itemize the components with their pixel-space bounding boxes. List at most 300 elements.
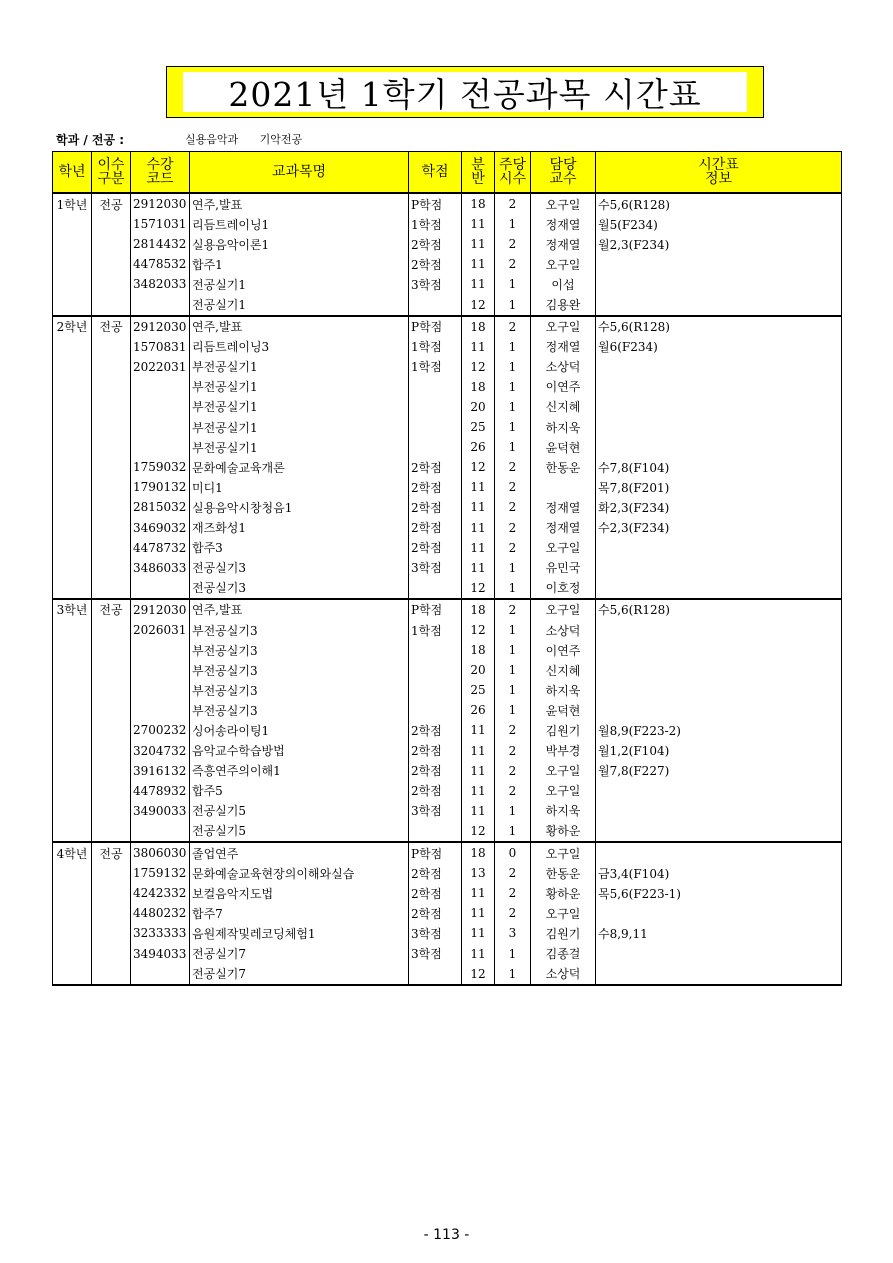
section-cell: 11: [462, 558, 495, 578]
hours-cell: 1: [495, 214, 531, 234]
code-cell: 3490033: [131, 801, 190, 821]
code-cell: 1790132: [131, 477, 190, 497]
hours-cell: 1: [495, 437, 531, 457]
time-cell: [596, 254, 842, 274]
type-cell: [92, 437, 131, 457]
year-cell: [53, 477, 92, 497]
type-cell: 전공: [92, 316, 131, 337]
code-cell: [131, 417, 190, 437]
credit-cell: 3학점: [409, 274, 462, 294]
year-cell: [53, 457, 92, 477]
header-time-info: 시간표 정보: [596, 152, 842, 194]
table-row: [53, 457, 842, 477]
section-cell: 18: [462, 599, 495, 620]
hours-cell: 1: [495, 943, 531, 963]
type-cell: 전공: [92, 599, 131, 620]
code-cell: 4478732: [131, 538, 190, 558]
credit-cell: 2학점: [409, 477, 462, 497]
credit-cell: 2학점: [409, 903, 462, 923]
professor-cell: 소상덕: [531, 357, 596, 377]
course-name-cell: 전공실기7: [190, 943, 409, 963]
credit-cell: 2학점: [409, 720, 462, 740]
code-cell: 2912030: [131, 599, 190, 620]
hours-cell: 1: [495, 417, 531, 437]
type-cell: 전공: [92, 193, 131, 214]
course-name-cell: 부전공실기3: [190, 620, 409, 640]
header-year: 학년: [53, 152, 92, 194]
professor-cell: 하지욱: [531, 680, 596, 700]
code-cell: 2026031: [131, 620, 190, 640]
hours-cell: 2: [495, 316, 531, 337]
professor-cell: 김원기: [531, 923, 596, 943]
course-name-cell: 합주3: [190, 538, 409, 558]
year-cell: [53, 620, 92, 640]
hours-cell: 2: [495, 457, 531, 477]
hours-cell: 1: [495, 337, 531, 357]
year-cell: [53, 234, 92, 254]
time-cell: [596, 964, 842, 985]
year-cell: [53, 337, 92, 357]
section-cell: 26: [462, 700, 495, 720]
time-cell: [596, 620, 842, 640]
table-row: [53, 599, 842, 620]
time-cell: [596, 578, 842, 599]
table-row: [53, 923, 842, 943]
year-cell: [53, 397, 92, 417]
course-name-cell: 음원제작및레코딩체험1: [190, 923, 409, 943]
year-cell: [53, 700, 92, 720]
professor-cell: 김원기: [531, 720, 596, 740]
time-cell: [596, 274, 842, 294]
code-cell: [131, 377, 190, 397]
credit-cell: 2학점: [409, 497, 462, 517]
type-cell: [92, 234, 131, 254]
time-cell: 월5(F234): [596, 214, 842, 234]
section-cell: 12: [462, 578, 495, 599]
credit-cell: 2학점: [409, 457, 462, 477]
course-name-cell: 부전공실기1: [190, 377, 409, 397]
section-cell: 11: [462, 337, 495, 357]
hours-cell: 2: [495, 497, 531, 517]
professor-cell: 정재열: [531, 497, 596, 517]
table-row: [53, 801, 842, 821]
credit-cell: 2학점: [409, 538, 462, 558]
section-cell: 11: [462, 497, 495, 517]
table-row: [53, 640, 842, 660]
section-cell: 26: [462, 437, 495, 457]
table-row: [53, 842, 842, 863]
time-cell: [596, 842, 842, 863]
type-cell: [92, 457, 131, 477]
credit-cell: P학점: [409, 316, 462, 337]
professor-cell: 이호정: [531, 578, 596, 599]
table-row: [53, 254, 842, 274]
table-row: [53, 518, 842, 538]
code-cell: 1759132: [131, 863, 190, 883]
course-name-cell: 연주,발표: [190, 193, 409, 214]
credit-cell: P학점: [409, 193, 462, 214]
page-number: - 113 -: [423, 1227, 470, 1243]
table-row: [53, 863, 842, 883]
section-cell: 25: [462, 417, 495, 437]
course-name-cell: 전공실기5: [190, 821, 409, 842]
table-row: [53, 274, 842, 294]
course-name-cell: 전공실기3: [190, 578, 409, 599]
page-title: 2021년 1학기 전공과목 시간표: [183, 72, 747, 112]
course-name-cell: 합주7: [190, 903, 409, 923]
time-cell: [596, 680, 842, 700]
course-name-cell: 보컬음악지도법: [190, 883, 409, 903]
hours-cell: 1: [495, 620, 531, 640]
type-cell: [92, 821, 131, 842]
course-name-cell: 리듬트레이닝1: [190, 214, 409, 234]
credit-cell: [409, 437, 462, 457]
credit-cell: 1학점: [409, 357, 462, 377]
type-cell: [92, 417, 131, 437]
time-cell: [596, 377, 842, 397]
time-cell: [596, 417, 842, 437]
year-cell: [53, 640, 92, 660]
time-cell: [596, 640, 842, 660]
type-cell: [92, 720, 131, 740]
time-cell: [596, 558, 842, 578]
table-row: [53, 477, 842, 497]
section-cell: 18: [462, 640, 495, 660]
code-cell: 3916132: [131, 761, 190, 781]
professor-cell: 이섭: [531, 274, 596, 294]
professor-cell: 신지혜: [531, 397, 596, 417]
code-cell: 1570831: [131, 337, 190, 357]
section-cell: 18: [462, 193, 495, 214]
type-cell: [92, 620, 131, 640]
type-cell: [92, 863, 131, 883]
code-cell: 4478532: [131, 254, 190, 274]
professor-cell: 오구일: [531, 254, 596, 274]
type-cell: [92, 700, 131, 720]
hours-cell: 2: [495, 538, 531, 558]
type-cell: [92, 781, 131, 801]
code-cell: 1571031: [131, 214, 190, 234]
time-cell: [596, 538, 842, 558]
section-cell: 20: [462, 397, 495, 417]
table-row: [53, 397, 842, 417]
section-cell: 12: [462, 821, 495, 842]
hours-cell: 1: [495, 558, 531, 578]
time-cell: [596, 821, 842, 842]
section-cell: 11: [462, 761, 495, 781]
type-cell: [92, 660, 131, 680]
year-cell: [53, 294, 92, 315]
year-cell: [53, 578, 92, 599]
hours-cell: 1: [495, 801, 531, 821]
year-cell: [53, 964, 92, 985]
professor-cell: 오구일: [531, 316, 596, 337]
code-cell: [131, 397, 190, 417]
hours-cell: 1: [495, 821, 531, 842]
title-banner: [166, 66, 764, 118]
hours-cell: 1: [495, 700, 531, 720]
time-cell: [596, 943, 842, 963]
professor-cell: 황하운: [531, 883, 596, 903]
course-name-cell: 합주5: [190, 781, 409, 801]
time-cell: [596, 397, 842, 417]
table-row: [53, 620, 842, 640]
time-cell: 수5,6(R128): [596, 316, 842, 337]
table-row: [53, 538, 842, 558]
section-cell: 18: [462, 316, 495, 337]
time-cell: 월2,3(F234): [596, 234, 842, 254]
type-cell: [92, 943, 131, 963]
credit-cell: 2학점: [409, 781, 462, 801]
type-cell: [92, 254, 131, 274]
year-cell: [53, 214, 92, 234]
professor-cell: 김종걸: [531, 943, 596, 963]
section-cell: 11: [462, 214, 495, 234]
year-cell: [53, 863, 92, 883]
section-cell: 18: [462, 842, 495, 863]
dept-label: 학과 / 전공 :: [56, 133, 125, 147]
table-row: [53, 497, 842, 517]
credit-cell: 1학점: [409, 214, 462, 234]
table-row: [53, 417, 842, 437]
time-cell: [596, 357, 842, 377]
year-cell: [53, 801, 92, 821]
time-cell: 수7,8(F104): [596, 457, 842, 477]
course-name-cell: 부전공실기3: [190, 680, 409, 700]
professor-cell: 오구일: [531, 761, 596, 781]
section-cell: 12: [462, 457, 495, 477]
time-cell: 수5,6(R128): [596, 193, 842, 214]
hours-cell: 2: [495, 720, 531, 740]
time-cell: 화2,3(F234): [596, 497, 842, 517]
time-cell: 월6(F234): [596, 337, 842, 357]
course-name-cell: 합주1: [190, 254, 409, 274]
hours-cell: 2: [495, 883, 531, 903]
header-row: [53, 152, 842, 194]
section-cell: 20: [462, 660, 495, 680]
course-name-cell: 즉흥연주의이해1: [190, 761, 409, 781]
course-name-cell: 재즈화성1: [190, 518, 409, 538]
hours-cell: 2: [495, 741, 531, 761]
course-name-cell: 부전공실기1: [190, 397, 409, 417]
year-cell: [53, 518, 92, 538]
header-code: 수강 코드: [131, 152, 190, 194]
section-cell: 18: [462, 377, 495, 397]
year-cell: [53, 741, 92, 761]
professor-cell: 정재열: [531, 337, 596, 357]
professor-cell: 박부경: [531, 741, 596, 761]
type-cell: [92, 964, 131, 985]
table-row: [53, 294, 842, 315]
type-cell: [92, 497, 131, 517]
hours-cell: 2: [495, 254, 531, 274]
year-cell: [53, 660, 92, 680]
table-row: [53, 964, 842, 985]
professor-cell: 한동운: [531, 863, 596, 883]
table-row: [53, 761, 842, 781]
credit-cell: [409, 680, 462, 700]
type-cell: [92, 294, 131, 315]
time-cell: 월8,9(F223-2): [596, 720, 842, 740]
header-credit: 학점: [409, 152, 462, 194]
year-cell: [53, 883, 92, 903]
code-cell: 3482033: [131, 274, 190, 294]
year-cell: [53, 254, 92, 274]
year-cell: [53, 903, 92, 923]
type-cell: [92, 883, 131, 903]
header-type: 이수 구분: [92, 152, 131, 194]
course-name-cell: 부전공실기1: [190, 437, 409, 457]
credit-cell: 3학점: [409, 558, 462, 578]
professor-cell: 유민국: [531, 558, 596, 578]
credit-cell: [409, 821, 462, 842]
hours-cell: 1: [495, 964, 531, 985]
code-cell: 2912030: [131, 316, 190, 337]
hours-cell: 2: [495, 599, 531, 620]
credit-cell: 2학점: [409, 863, 462, 883]
section-cell: 11: [462, 234, 495, 254]
table-row: [53, 214, 842, 234]
year-cell: [53, 274, 92, 294]
credit-cell: P학점: [409, 842, 462, 863]
time-cell: [596, 660, 842, 680]
professor-cell: 오구일: [531, 599, 596, 620]
time-cell: [596, 294, 842, 315]
section-cell: 12: [462, 620, 495, 640]
section-cell: 11: [462, 903, 495, 923]
timetable: [52, 151, 842, 986]
time-cell: [596, 781, 842, 801]
credit-cell: [409, 964, 462, 985]
professor-cell: 오구일: [531, 903, 596, 923]
section-cell: 13: [462, 863, 495, 883]
professor-cell: 소상덕: [531, 964, 596, 985]
time-cell: [596, 801, 842, 821]
table-row: [53, 558, 842, 578]
table-row: [53, 578, 842, 599]
professor-cell: 김용완: [531, 294, 596, 315]
table-row: [53, 700, 842, 720]
year-cell: [53, 821, 92, 842]
credit-cell: 1학점: [409, 620, 462, 640]
code-cell: [131, 640, 190, 660]
code-cell: 4478932: [131, 781, 190, 801]
professor-cell: 오구일: [531, 193, 596, 214]
table-row: [53, 337, 842, 357]
year-cell: [53, 720, 92, 740]
type-cell: [92, 357, 131, 377]
professor-cell: 소상덕: [531, 620, 596, 640]
professor-cell: 오구일: [531, 781, 596, 801]
time-cell: 수8,9,11: [596, 923, 842, 943]
professor-cell: [531, 477, 596, 497]
hours-cell: 1: [495, 397, 531, 417]
table-row: [53, 943, 842, 963]
table-row: [53, 741, 842, 761]
year-cell: [53, 377, 92, 397]
code-cell: [131, 660, 190, 680]
type-cell: [92, 337, 131, 357]
time-cell: 수2,3(F234): [596, 518, 842, 538]
course-name-cell: 문화예술교육개론: [190, 457, 409, 477]
time-cell: 월7,8(F227): [596, 761, 842, 781]
type-cell: [92, 761, 131, 781]
credit-cell: 1학점: [409, 337, 462, 357]
year-cell: 2학년: [53, 316, 92, 337]
code-cell: 3494033: [131, 943, 190, 963]
course-name-cell: 졸업연주: [190, 842, 409, 863]
header-course-name: 교과목명: [190, 152, 409, 194]
hours-cell: 1: [495, 294, 531, 315]
course-name-cell: 부전공실기3: [190, 660, 409, 680]
code-cell: [131, 680, 190, 700]
code-cell: 4480232: [131, 903, 190, 923]
table-row: [53, 781, 842, 801]
time-cell: 목5,6(F223-1): [596, 883, 842, 903]
year-cell: [53, 680, 92, 700]
hours-cell: 3: [495, 923, 531, 943]
table-row: [53, 680, 842, 700]
section-cell: 11: [462, 477, 495, 497]
year-cell: [53, 558, 92, 578]
hours-cell: 2: [495, 234, 531, 254]
year-cell: [53, 417, 92, 437]
type-cell: [92, 377, 131, 397]
code-cell: 3469032: [131, 518, 190, 538]
hours-cell: 2: [495, 477, 531, 497]
credit-cell: [409, 700, 462, 720]
credit-cell: 3학점: [409, 801, 462, 821]
course-name-cell: 연주,발표: [190, 599, 409, 620]
credit-cell: [409, 294, 462, 315]
table-row: [53, 377, 842, 397]
hours-cell: 1: [495, 578, 531, 599]
course-name-cell: 부전공실기3: [190, 640, 409, 660]
credit-cell: 2학점: [409, 254, 462, 274]
section-cell: 12: [462, 294, 495, 315]
type-cell: 전공: [92, 842, 131, 863]
year-cell: [53, 538, 92, 558]
credit-cell: [409, 578, 462, 599]
year-cell: [53, 943, 92, 963]
hours-cell: 1: [495, 274, 531, 294]
section-cell: 11: [462, 801, 495, 821]
code-cell: 2912030: [131, 193, 190, 214]
table-row: [53, 660, 842, 680]
course-name-cell: 전공실기3: [190, 558, 409, 578]
header-section: 분 반: [462, 152, 495, 194]
credit-cell: 2학점: [409, 741, 462, 761]
section-cell: 25: [462, 680, 495, 700]
table-row: [53, 720, 842, 740]
course-name-cell: 부전공실기1: [190, 417, 409, 437]
credit-cell: [409, 417, 462, 437]
hours-cell: 2: [495, 761, 531, 781]
course-name-cell: 실용음악이론1: [190, 234, 409, 254]
credit-cell: [409, 377, 462, 397]
table-row: [53, 357, 842, 377]
type-cell: [92, 518, 131, 538]
time-cell: 금3,4(F104): [596, 863, 842, 883]
section-cell: 11: [462, 923, 495, 943]
major-name: 기악전공: [259, 133, 303, 146]
section-cell: 11: [462, 781, 495, 801]
code-cell: [131, 578, 190, 599]
table-row: [53, 437, 842, 457]
code-cell: [131, 294, 190, 315]
type-cell: [92, 214, 131, 234]
table-row: [53, 903, 842, 923]
